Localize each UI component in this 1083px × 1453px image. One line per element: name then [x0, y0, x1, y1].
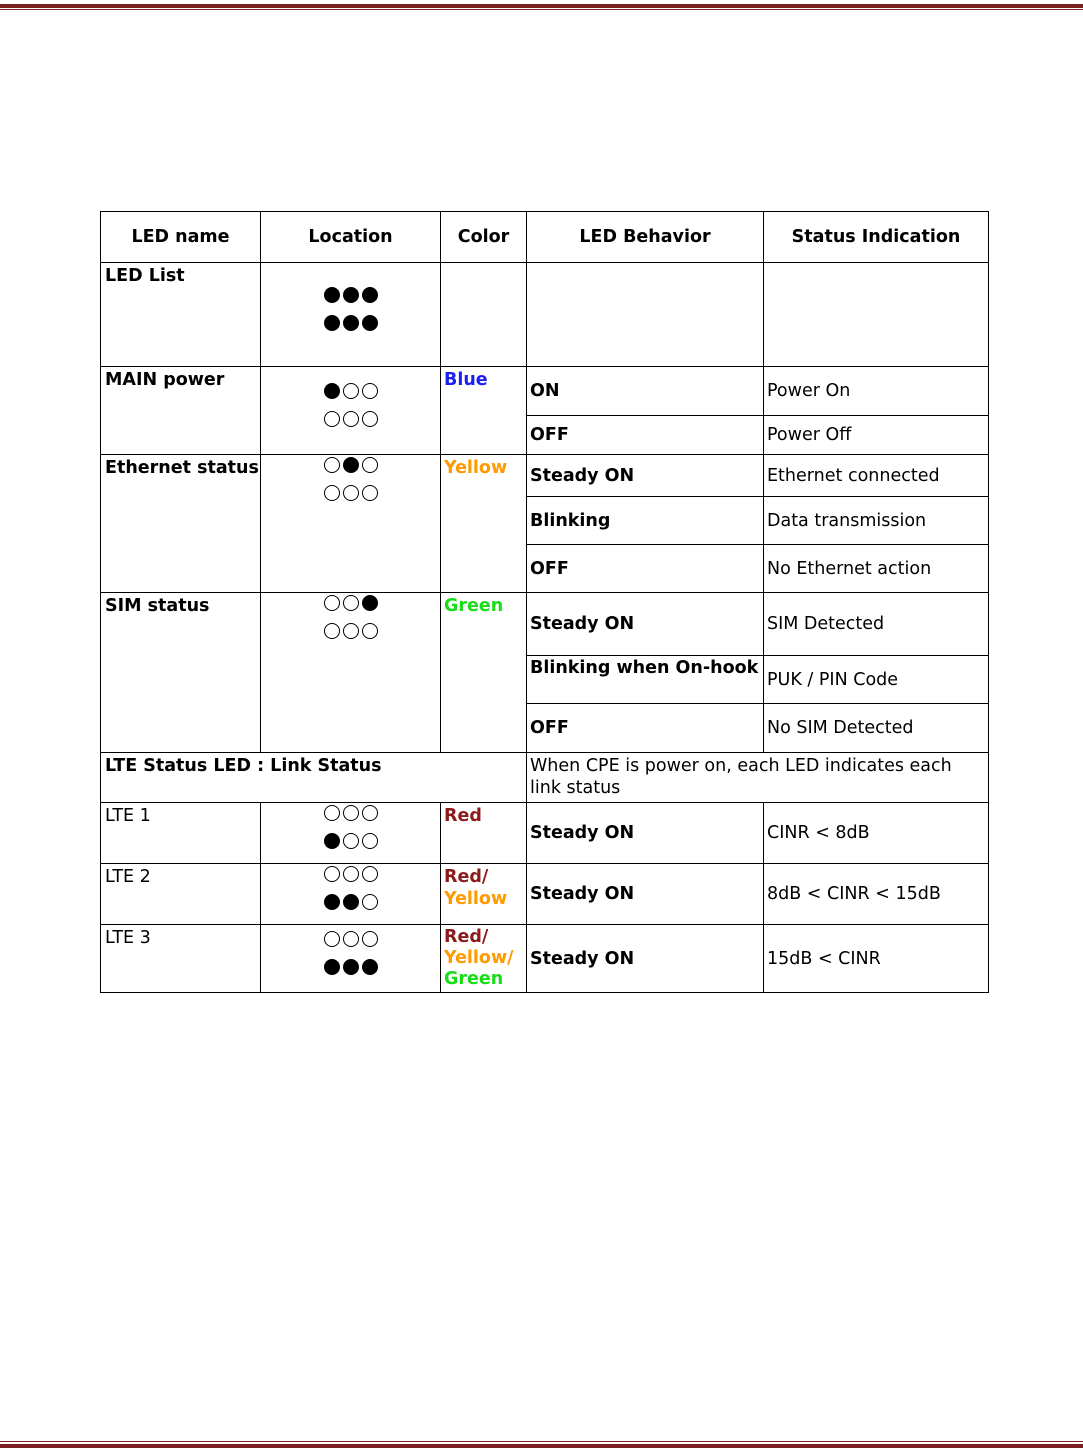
led-location-indicator [261, 455, 441, 593]
table-row [101, 803, 989, 864]
header-led-name: LED name [101, 212, 261, 263]
led-off-icon [343, 595, 359, 611]
behavior-cell: ON [527, 367, 764, 416]
table-header-row [101, 212, 989, 263]
led-off-icon [343, 805, 359, 821]
led-on-icon [324, 287, 340, 303]
footer-rule [0, 1444, 1083, 1448]
table-row [101, 753, 989, 803]
behavior-cell: Steady ON [527, 925, 764, 993]
header-color: Color [441, 212, 527, 263]
table-row [101, 263, 989, 367]
led-list-name: LED List [101, 263, 261, 367]
lte1-name: LTE 1 [101, 803, 261, 864]
lte3-name: LTE 3 [101, 925, 261, 993]
lte3-color-red: Red/ [444, 927, 489, 947]
led-off-icon [324, 411, 340, 427]
led-on-icon [343, 894, 359, 910]
led-off-icon [324, 931, 340, 947]
footer-rule-thin [0, 1441, 1083, 1442]
lte1-color: Red [441, 803, 527, 864]
led-off-icon [362, 805, 378, 821]
led-on-icon [362, 287, 378, 303]
main-power-color: Blue [441, 367, 527, 455]
table-row [101, 925, 989, 993]
header-led-behavior: LED Behavior [527, 212, 764, 263]
sim-color: Green [441, 593, 527, 753]
led-off-icon [343, 411, 359, 427]
led-off-icon [362, 383, 378, 399]
led-off-icon [362, 623, 378, 639]
status-cell: Power On [764, 367, 989, 416]
led-off-icon [343, 931, 359, 947]
led-location-indicator [261, 593, 441, 753]
led-off-icon [362, 894, 378, 910]
header-rule [0, 4, 1083, 8]
led-off-icon [324, 623, 340, 639]
led-off-icon [324, 866, 340, 882]
led-off-icon [343, 485, 359, 501]
table-row [101, 864, 989, 925]
led-off-icon [324, 595, 340, 611]
behavior-cell: Blinking [527, 497, 764, 545]
led-on-icon [362, 315, 378, 331]
led-off-icon [343, 833, 359, 849]
led-location-indicator [261, 864, 441, 925]
header-status-indication: Status Indication [764, 212, 989, 263]
status-cell: No Ethernet action [764, 545, 989, 593]
status-cell: Ethernet connected [764, 455, 989, 497]
lte3-color-yellow: Yellow/ [444, 948, 514, 968]
led-off-icon [362, 485, 378, 501]
led-location-indicator [261, 925, 441, 993]
lte3-color [441, 925, 527, 993]
empty-cell [764, 263, 989, 367]
status-cell: 8dB < CINR < 15dB [764, 864, 989, 925]
led-location-indicator [261, 367, 441, 455]
led-on-icon [324, 959, 340, 975]
header-location: Location [261, 212, 441, 263]
behavior-cell: Steady ON [527, 455, 764, 497]
led-table [100, 211, 989, 993]
status-cell: CINR < 8dB [764, 803, 989, 864]
ethernet-status-name: Ethernet status [101, 455, 261, 593]
status-cell: Data transmission [764, 497, 989, 545]
table-row [101, 593, 989, 656]
led-off-icon [324, 457, 340, 473]
status-cell: No SIM Detected [764, 704, 989, 753]
behavior-cell: Steady ON [527, 803, 764, 864]
led-location-indicator [261, 803, 441, 864]
lte2-color [441, 864, 527, 925]
ethernet-color: Yellow [441, 455, 527, 593]
led-on-icon [343, 315, 359, 331]
status-cell: SIM Detected [764, 593, 989, 656]
lte3-color-green: Green [444, 969, 504, 989]
led-off-icon [362, 833, 378, 849]
lte2-color-red: Red/ [444, 867, 489, 887]
lte-status-label: LTE Status LED : Link Status [101, 753, 527, 803]
led-off-icon [324, 485, 340, 501]
behavior-cell: Steady ON [527, 864, 764, 925]
led-off-icon [362, 457, 378, 473]
table-row [101, 455, 989, 497]
led-on-icon [362, 595, 378, 611]
led-off-icon [362, 411, 378, 427]
lte2-name: LTE 2 [101, 864, 261, 925]
led-off-icon [343, 623, 359, 639]
table-row [101, 367, 989, 416]
behavior-cell: OFF [527, 416, 764, 455]
led-off-icon [362, 931, 378, 947]
header-rule-thin [0, 9, 1083, 10]
led-off-icon [324, 805, 340, 821]
behavior-cell: Blinking when On-hook [527, 656, 764, 704]
status-cell: 15dB < CINR [764, 925, 989, 993]
lte2-color-yellow: Yellow [444, 889, 508, 909]
led-on-icon [362, 959, 378, 975]
led-off-icon [343, 866, 359, 882]
empty-cell [441, 263, 527, 367]
led-on-icon [324, 315, 340, 331]
behavior-cell: OFF [527, 545, 764, 593]
led-off-icon [362, 866, 378, 882]
led-location-indicator [261, 263, 441, 367]
led-on-icon [324, 894, 340, 910]
empty-cell [527, 263, 764, 367]
led-on-icon [343, 959, 359, 975]
led-off-icon [343, 383, 359, 399]
behavior-cell: Steady ON [527, 593, 764, 656]
led-on-icon [324, 833, 340, 849]
lte-status-description: When CPE is power on, each LED indicates each link status [527, 753, 989, 803]
sim-status-name: SIM status [101, 593, 261, 753]
main-power-name: MAIN power [101, 367, 261, 455]
led-on-icon [343, 457, 359, 473]
led-on-icon [324, 383, 340, 399]
status-cell: PUK / PIN Code [764, 656, 989, 704]
behavior-cell: OFF [527, 704, 764, 753]
led-on-icon [343, 287, 359, 303]
status-cell: Power Off [764, 416, 989, 455]
